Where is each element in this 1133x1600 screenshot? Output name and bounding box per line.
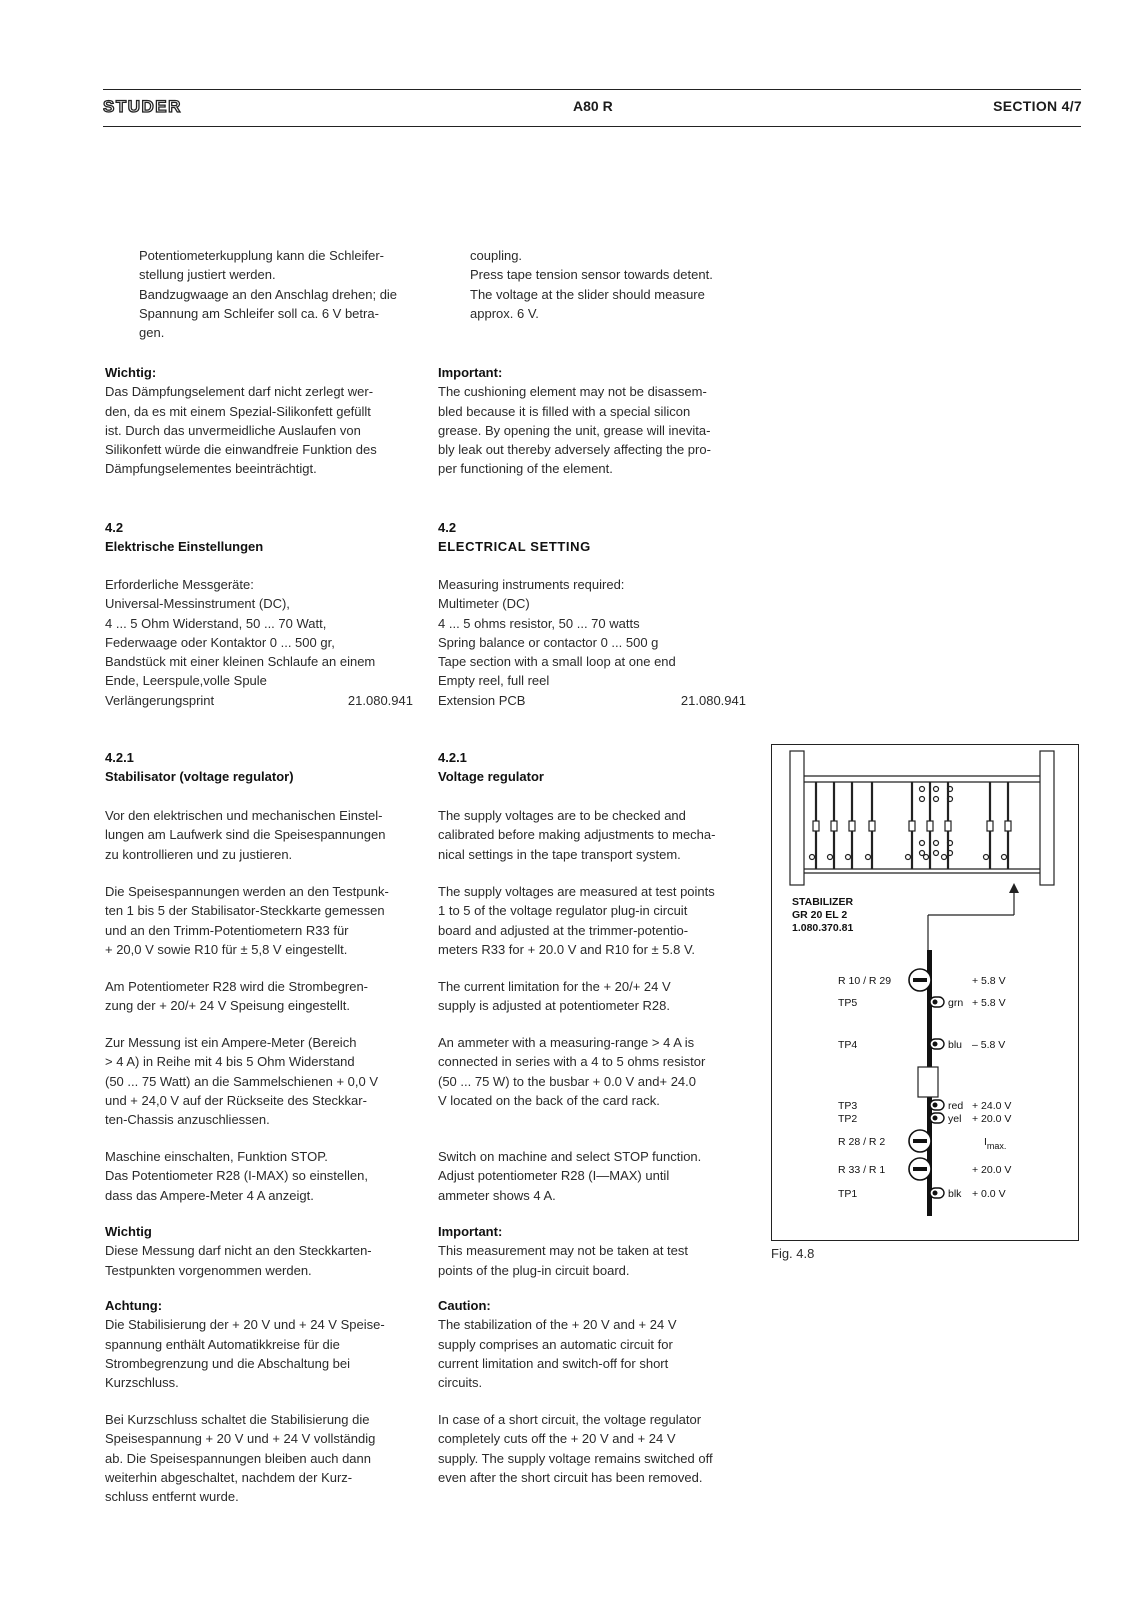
row-voltage: + 5.8 V bbox=[972, 975, 1006, 987]
figure-row bbox=[838, 1039, 1005, 1051]
row-voltage: – 5.8 V bbox=[972, 1039, 1006, 1051]
row-ref: R 33 / R 1 bbox=[838, 1164, 886, 1176]
de-paragraph-1: Vor den elektrischen und mechanischen Einstel- lungen am Laufwerk sind die Speisespannungen zu kontrollieren und zu justieren. bbox=[105, 808, 386, 862]
de-important: Wichtig: Das Dämpfungselement darf nicht zerlegt wer- den, da es mit einem Spezial-Silikonfett gefüllt ist. Durch das unvermeidliche Auslaufen von Silikonfett würde die einwandfreie Funktion des Dämpfungselementes beeinträchtigt. bbox=[105, 365, 377, 477]
document-title: A80 R bbox=[573, 98, 613, 114]
row-voltage: + 5.8 V bbox=[972, 997, 1006, 1009]
card-component bbox=[918, 1067, 938, 1097]
de-wichtig: Wichtig Diese Messung darf nicht an den Steckkarten- Testpunkten vorgenommen werden. bbox=[105, 1224, 372, 1278]
wire-color: blu bbox=[948, 1039, 963, 1051]
en-important-2: Important: This measurement may not be taken at test points of the plug-in circuit board. bbox=[438, 1224, 689, 1278]
de-section-4-2: 4.2 Elektrische Einstellungen bbox=[105, 520, 264, 555]
wire-color: red bbox=[948, 1100, 964, 1112]
de-section-4-2-1: 4.2.1 Stabilisator (voltage regulator) bbox=[105, 750, 294, 785]
en-important: Important: The cushioning element may not be disassem- bled because it is filled with a special silicon grease. By opening the unit, grease will inevita- bly leak out thereby adversely affecting the pro- per functioning of the element. bbox=[438, 365, 711, 477]
row-ref: TP2 bbox=[838, 1113, 858, 1125]
en-section-4-2: 4.2 ELECTRICAL SETTING bbox=[438, 520, 591, 555]
en-caution: Caution: The stabilization of the + 20 V and + 24 V supply comprises an automatic circuit for current limitation and switch-off for short circuits. bbox=[438, 1298, 677, 1391]
row-ref: TP4 bbox=[838, 1039, 858, 1051]
de-paragraph-4: Zur Messung ist ein Ampere-Meter (Bereich > 4 A) in Reihe mit 4 bis 5 Ohm Widerstand (50 ... 75 Watt) an die Sammelschienen + 0,0 V und + 24,0 V auf der Rückseite des Steckkar- ten-Chassis anzuschliessen. bbox=[105, 1035, 379, 1128]
en-instruments: Measuring instruments required: Multimeter (DC) 4 ... 5 ohms resistor, 50 ... 70 watts Spring balance or contactor 0 ... 500 g Tape section with a small loop at one end Empty reel, full reel Extension PCB 21.080.941 bbox=[438, 577, 746, 708]
section-number: SECTION 4/7 bbox=[993, 98, 1082, 114]
row-voltage: + 20.0 V bbox=[972, 1164, 1012, 1176]
wire-color: yel bbox=[948, 1113, 962, 1125]
en-paragraph-4: An ammeter with a measuring-range > 4 A is connected in series with a 4 to 5 ohms resistor (50 ... 75 W) to the busbar + 0.0 V and+ 24.0 V located on the back of the card rack. bbox=[438, 1035, 706, 1108]
en-section-4-2-1: 4.2.1 Voltage regulator bbox=[438, 750, 544, 785]
figure-stabilizer bbox=[771, 744, 1079, 1241]
figure-row bbox=[838, 1113, 1011, 1125]
figure-row bbox=[838, 1130, 1006, 1152]
en-paragraph-3: The current limitation for the + 20/+ 24 V supply is adjusted at potentiometer R28. bbox=[438, 979, 671, 1014]
wire-color: blk bbox=[948, 1188, 962, 1200]
row-voltage: + 0.0 V bbox=[972, 1188, 1006, 1200]
svg-text:STUDER: STUDER bbox=[103, 98, 182, 114]
en-paragraph-2: The supply voltages are measured at test points 1 to 5 of the voltage regulator plug-in circuit board and adjusted at the trimmer-potentio- meters R33 for + 20.0 V and R10 for ± 5.8 V. bbox=[438, 884, 715, 957]
arrow-icon bbox=[1009, 883, 1019, 893]
board-label-1: STABILIZER bbox=[792, 896, 854, 908]
figure-row bbox=[838, 1158, 1011, 1180]
en-paragraph-1: The supply voltages are to be checked and calibrated before making adjustments to mecha- nical settings in the tape transport system. bbox=[438, 808, 716, 862]
row-voltage: Imax. bbox=[984, 1136, 1007, 1151]
de-achtung: Achtung: Die Stabilisierung der + 20 V und + 24 V Speise- spannung enthält Automatikkreise für die Strombegrenzung und die Abschaltung bei Kurzschluss. bbox=[105, 1298, 385, 1391]
figure-row bbox=[838, 1100, 1011, 1112]
row-ref: R 28 / R 2 bbox=[838, 1136, 886, 1148]
row-ref: TP3 bbox=[838, 1100, 858, 1112]
studer-logo bbox=[103, 98, 195, 114]
en-paragraph-6: In case of a short circuit, the voltage regulator completely cuts off the + 20 V and + 24 V supply. The supply voltage remains switched off even after the short circuit has been removed. bbox=[438, 1412, 713, 1485]
en-paragraph-5: Switch on machine and select STOP function. Adjust potentiometer R28 (I—MAX) until ammeter shows 4 A. bbox=[438, 1149, 702, 1203]
board-label-2: GR 20 EL 2 bbox=[792, 909, 848, 921]
en-intro: coupling. Press tape tension sensor towards detent. The voltage at the slider should measure approx. 6 V. bbox=[470, 248, 713, 321]
figure-row bbox=[838, 1188, 1006, 1200]
de-paragraph-2: Die Speisespannungen werden an den Testpunk- ten 1 bis 5 der Stabilisator-Steckkarte gemessen und an den Trimm-Potentiometern R33 für + 20,0 V sowie R10 für ± 5,8 V eingestellt. bbox=[105, 884, 389, 957]
row-ref: TP1 bbox=[838, 1188, 858, 1200]
de-intro: Potentiometerkupplung kann die Schleifer- stellung justiert werden. Bandzugwaage an den Anschlag drehen; die Spannung am Schleifer soll ca. 6 V betra- gen. bbox=[139, 248, 398, 341]
stabilizer-diagram bbox=[772, 745, 1080, 1242]
wire-color: grn bbox=[948, 997, 964, 1009]
figure-caption: Fig. 4.8 bbox=[771, 1246, 815, 1261]
figure-row bbox=[838, 969, 1006, 991]
de-paragraph-3: Am Potentiometer R28 wird die Strombegren- zung der + 20/+ 24 V Speisung eingestellt. bbox=[105, 979, 369, 1014]
row-voltage: + 20.0 V bbox=[972, 1113, 1012, 1125]
de-paragraph-6: Bei Kurzschluss schaltet die Stabilisierung die Speisespannung + 20 V und + 24 V vollständig ab. Die Speisespannungen bleiben auch dann weiterhin abgeschaltet, nachdem der Kurz- schluss entfernt wurde. bbox=[105, 1412, 376, 1505]
header-rule-top bbox=[103, 89, 1081, 90]
row-ref: TP5 bbox=[838, 997, 858, 1009]
de-instruments: Erforderliche Messgeräte: Universal-Messinstrument (DC), 4 ... 5 Ohm Widerstand, 50 ... 70 Watt, Federwaage oder Kontaktor 0 ... 500 gr, Bandstück mit einer kleinen Schlaufe an einem Ende, Leerspule,volle Spule Verlängerungsprint 21.080.941 bbox=[105, 577, 413, 708]
row-voltage: + 24.0 V bbox=[972, 1100, 1012, 1112]
de-paragraph-5: Maschine einschalten, Funktion STOP. Das Potentiometer R28 (I-MAX) so einstellen, dass das Ampere-Meter 4 A anzeigt. bbox=[105, 1149, 368, 1203]
figure-row bbox=[838, 997, 1006, 1009]
board-label-3: 1.080.370.81 bbox=[792, 922, 854, 934]
header-rule-bottom bbox=[103, 126, 1081, 127]
row-ref: R 10 / R 29 bbox=[838, 975, 892, 987]
